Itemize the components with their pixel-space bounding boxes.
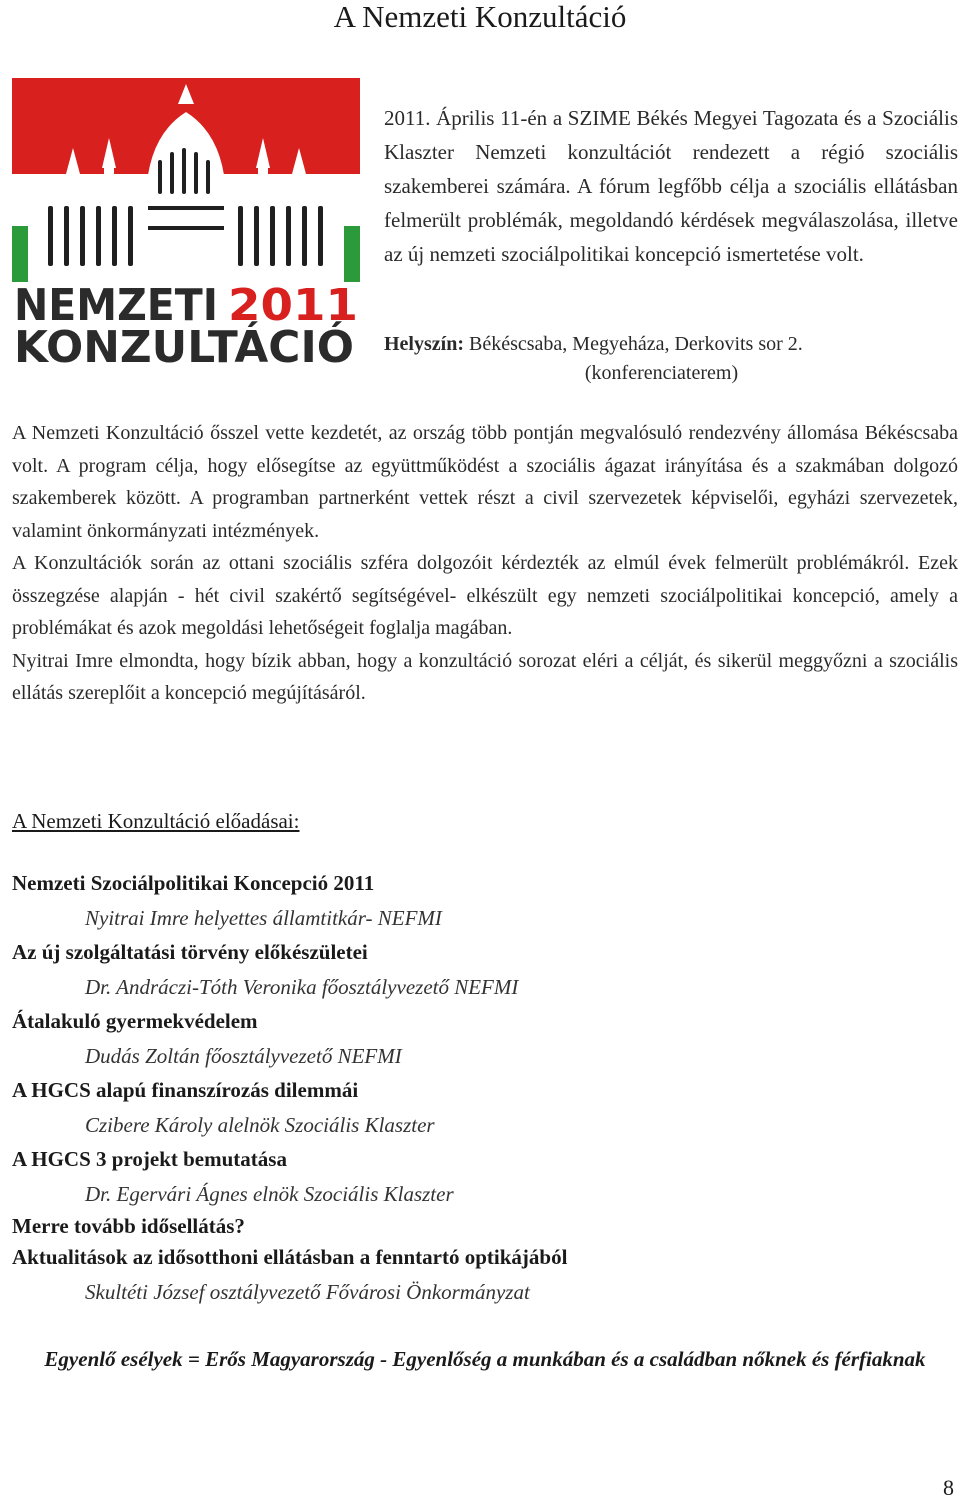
body-paragraph: Nyitrai Imre elmondta, hogy bízik abban, hogy a konzultáció sorozat eléri a célját, és sikerül meggyőzni a szociális ellátás szereplőit a koncepció megújításáról. bbox=[12, 649, 958, 704]
talk-speaker: Dr. Andráczi-Tóth Veronika főosztályvezető NEFMI bbox=[85, 974, 519, 999]
talk-title: Az új szolgáltatási törvény előkészületei bbox=[12, 940, 368, 964]
article-body bbox=[12, 417, 958, 710]
body-paragraph: A Nemzeti Konzultáció ősszel vette kezdetét, az ország több pontján megvalósuló rendezvény állomása Békéscsaba volt. A program célja, hogy elősegítse az együttműködést a szociális ágazat irányítása és a szakmában dolgozó szakemberek között. A programban partnerként vettek részt a civil szervezetek képviselői, egyházi szervezetek, valamint önkormányzati intézmények. bbox=[12, 422, 958, 542]
talk-speaker: Dudás Zoltán főosztályvezető NEFMI bbox=[85, 1043, 402, 1068]
logo-text-konzultacio: KONZULTÁCIÓ bbox=[14, 322, 356, 370]
closing-slogan: Egyenlő esélyek = Erős Magyarország - Egyenlőség a munkában és a családban nőknek és férfiaknak bbox=[44, 1347, 926, 1371]
talk-title: Nemzeti Szociálpolitikai Koncepció 2011 bbox=[12, 871, 375, 895]
talk-title: A HGCS 3 projekt bemutatása bbox=[12, 1147, 287, 1171]
talk-speaker: Czibere Károly alelnök Szociális Klaszter bbox=[85, 1112, 435, 1137]
logo-text-nemzeti: NEMZETI bbox=[14, 280, 218, 331]
talk-speaker: Nyitrai Imre helyettes államtitkár- NEFMI bbox=[85, 905, 442, 930]
talk-title: Átalakuló gyermekvédelem bbox=[12, 1009, 258, 1033]
nemzeti-konzultacio-logo bbox=[8, 76, 364, 370]
venue-label: Helyszín: bbox=[384, 333, 464, 355]
talk-speaker: Dr. Egervári Ágnes elnök Szociális Klaszter bbox=[85, 1181, 454, 1206]
venue-room: (konferenciaterem) bbox=[584, 362, 739, 384]
body-paragraph: A Konzultációk során az ottani szociális szféra dolgozóit kérdezték az elmúl évek felmerült problémákról. Ezek összegzése alapján - hét civil szakértő segítségével- elkészült egy nemzeti szociálpolitikai koncepció, amely a problémákat és azok megoldási lehetőségeit foglalja magában. bbox=[12, 552, 958, 639]
talk-title: Aktualitások az idősotthoni ellátásban a fenntartó optikájából bbox=[12, 1245, 568, 1269]
talks-heading: A Nemzeti Konzultáció előadásai: bbox=[12, 809, 300, 833]
talk-title: A HGCS alapú finanszírozás dilemmái bbox=[12, 1078, 359, 1102]
intro-paragraph: 2011. Április 11-én a SZIME Békés Megyei Tagozata és a Szociális Klaszter Nemzeti konzultációt rendezett a régió szociális szakemberei számára. A fórum legfőbb célja a szociális ellátásban felmerült problémák, megoldandó kérdések megválaszolása, illetve az új nemzeti szociálpolitikai koncepció ismertetése volt. bbox=[384, 106, 958, 266]
page-number: 8 bbox=[943, 1475, 954, 1500]
talk-title: Merre tovább idősellátás? bbox=[12, 1214, 245, 1238]
talk-speaker: Skultéti József osztályvezető Fővárosi Önkormányzat bbox=[85, 1280, 530, 1304]
venue-value: Békéscsaba, Megyeháza, Derkovits sor 2. bbox=[464, 333, 803, 355]
talks-list bbox=[12, 866, 958, 1310]
logo-text-year: 2011 bbox=[228, 280, 358, 331]
page-title: A Nemzeti Konzultáció bbox=[333, 0, 627, 34]
